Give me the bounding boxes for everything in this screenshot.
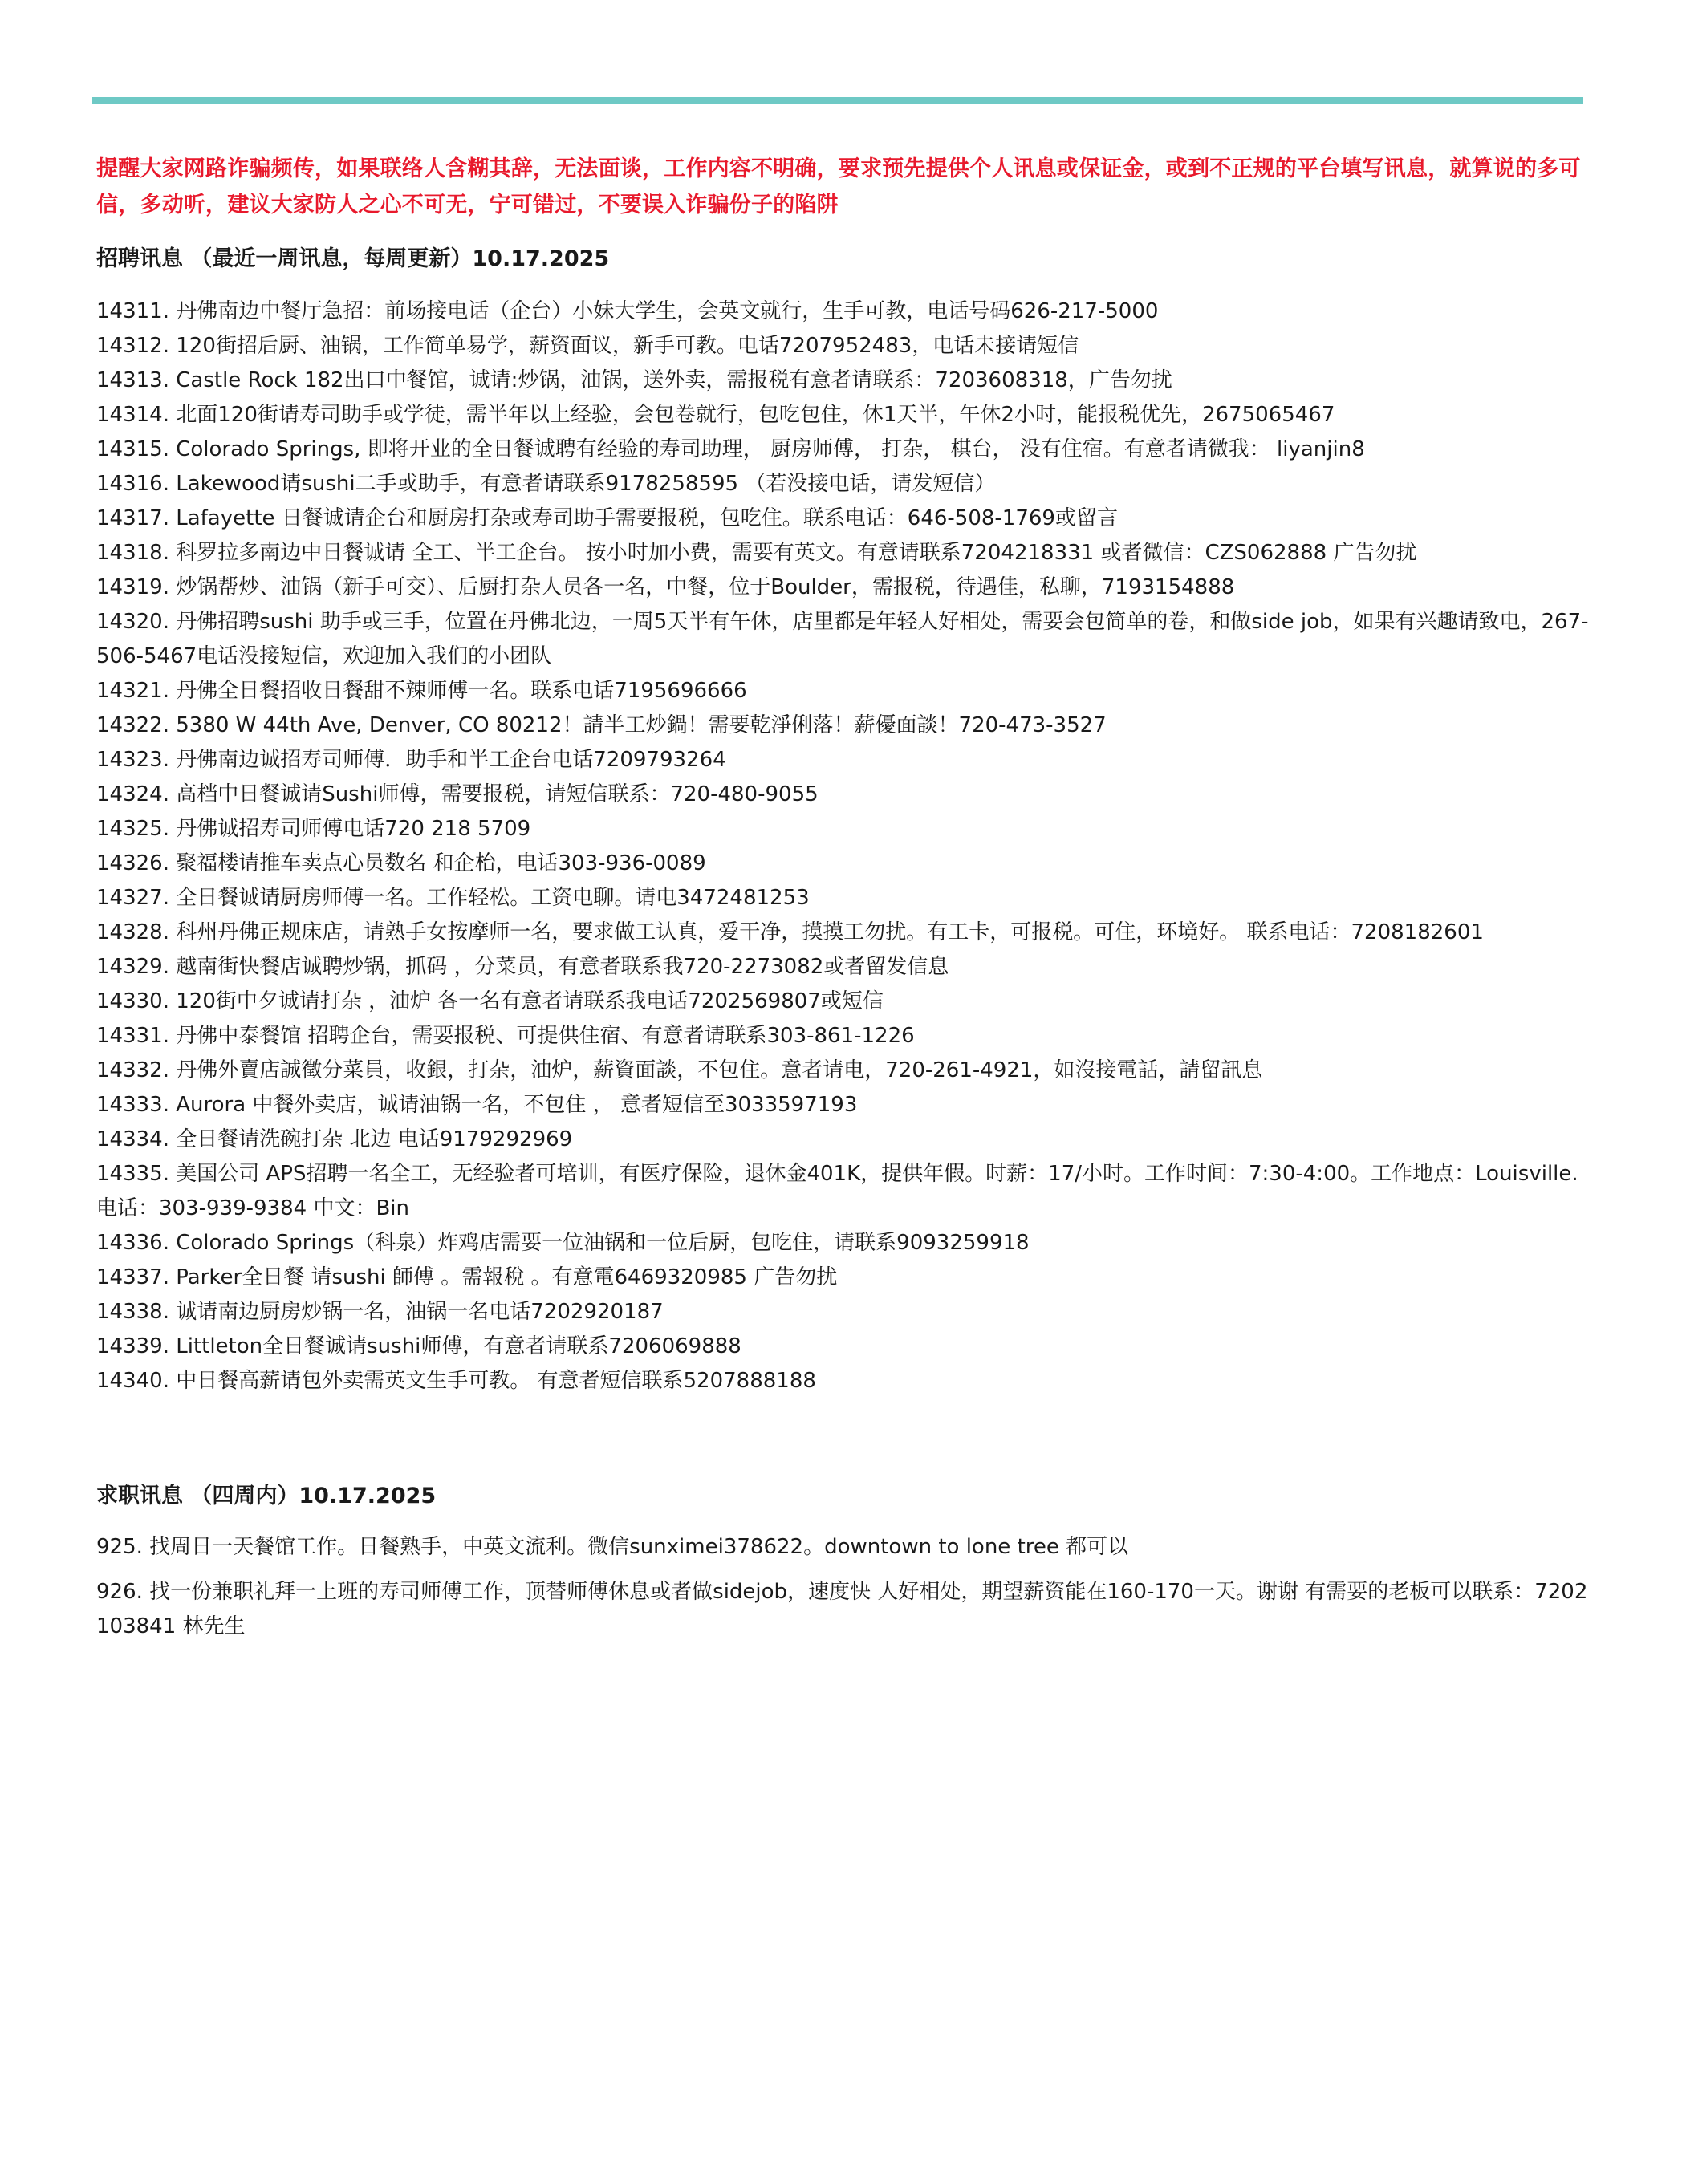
hiring-item: 14334. 全日餐请洗碗打杂 北边 电话9179292969 xyxy=(96,1127,573,1151)
hiring-item: 14340. 中日餐高薪请包外卖需英文生手可教。 有意者短信联系5207888188 xyxy=(96,1369,816,1393)
hiring-item: 14322. 5380 W 44th Ave, Denver, CO 80212！請半工炒鍋！需要乾淨俐落！薪優面談！720-473-3527 xyxy=(96,713,1107,737)
hiring-item: 14339. Littleton全日餐诚请sushi师傅，有意者请联系7206069888 xyxy=(96,1334,741,1358)
hiring-item: 14313. Castle Rock 182出口中餐馆，诚请:炒锅，油锅，送外卖，需报税有意者请联系：7203608318，广告勿扰 xyxy=(96,368,1172,392)
hiring-item: 14316. Lakewood请sushi二手或助手，有意者请联系9178258595 （若没接电话，请发短信） xyxy=(96,472,996,496)
seeking-item: 925. 找周日一天餐馆工作。日餐熟手，中英文流利。微信sunximei378622。downtown to lone tree 都可以 xyxy=(96,1535,1129,1559)
hiring-item: 14311. 丹佛南边中餐厅急招：前场接电话（企台）小妹大学生，会英文就行，生手可教，电话号码626-217-5000 xyxy=(96,299,1159,323)
seeking-heading: 求职讯息 （四周内）10.17.2025 xyxy=(96,1484,437,1508)
hiring-item: 14318. 科罗拉多南边中日餐诚请 全工、半工企台。 按小时加小费，需要有英文。有意请联系7204218331 或者微信：CZS062888 广告勿扰 xyxy=(96,541,1417,565)
hiring-item: 14326. 聚福楼请推车卖点心员数名 和企枱，电话303-936-0089 xyxy=(96,851,706,875)
hiring-list xyxy=(96,294,1589,1398)
hiring-item: 14338. 诚请南边厨房炒锅一名，油锅一名电话7202920187 xyxy=(96,1300,664,1324)
hiring-item: 14325. 丹佛诚招寿司师傅电话720 218 5709 xyxy=(96,817,531,841)
hiring-item: 14320. 丹佛招聘sushi 助手或三手，位置在丹佛北边，一周5天半有午休，店里都是年轻人好相处，需要会包简单的卷，和做side job，如果有兴趣请致电，267-506-5467电话没接短信，欢迎加入我们的小团队 xyxy=(96,610,1589,668)
hiring-item: 14317. Lafayette 日餐诚请企台和厨房打杂或寿司助手需要报税，包吃住。联系电话：646-508-1769或留言 xyxy=(96,506,1118,530)
hiring-item: 14331. 丹佛中泰餐馆 招聘企台，需要报税、可提供住宿、有意者请联系303-861-1226 xyxy=(96,1024,915,1048)
hiring-item: 14335. 美国公司 APS招聘一名全工，无经验者可培训，有医疗保险，退休金401K，提供年假。时薪：17/小时。工作时间：7:30-4:00。工作地点：Louisville.电话：303-939-9384 中文：Bin xyxy=(96,1162,1578,1220)
hiring-item: 14319. 炒锅帮炒、油锅（新手可交）、后厨打杂人员各一名，中餐，位于Boulder，需报税，待遇佳，私聊，7193154888 xyxy=(96,575,1235,599)
hiring-item: 14336. Colorado Springs（科泉）炸鸡店需要一位油锅和一位后厨，包吃住，请联系9093259918 xyxy=(96,1231,1030,1255)
top-divider xyxy=(92,97,1583,104)
seeking-item: 926. 找一份兼职礼拜一上班的寿司师傅工作，顶替师傅休息或者做sidejob，速度快 人好相处，期望薪资能在160-170一天。谢谢 有需要的老板可以联系：7202103841 林先生 xyxy=(96,1580,1588,1638)
hiring-item: 14315. Colorado Springs, 即将开业的全日餐诚聘有经验的寿司助理， 厨房师傅， 打杂， 棋台， 没有住宿。有意者请微我： liyanjin8 xyxy=(96,437,1365,461)
hiring-item: 14312. 120街招后厨、油锅，工作简单易学，薪资面议，新手可教。电话7207952483，电话未接请短信 xyxy=(96,334,1079,358)
seeking-list xyxy=(96,1530,1589,1644)
page-content xyxy=(96,151,1589,1654)
hiring-item: 14327. 全日餐诚请厨房师傅一名。工作轻松。工资电聊。请电3472481253 xyxy=(96,886,810,910)
hiring-item: 14332. 丹佛外賣店誠徵分菜員，收銀，打杂，油炉，薪資面談，不包住。意者请电，720-261-4921，如沒接電話，請留訊息 xyxy=(96,1058,1263,1082)
hiring-item: 14328. 科州丹佛正规床店，请熟手女按摩师一名，要求做工认真，爱干净，摸摸工勿扰。有工卡，可报税。可住，环境好。 联系电话：7208182601 xyxy=(96,920,1484,944)
hiring-item: 14337. Parker全日餐 请sushi 師傅 。需報稅 。有意電6469320985 广告勿扰 xyxy=(96,1265,838,1289)
hiring-item: 14333. Aurora 中餐外卖店，诚请油锅一名，不包住 ， 意者短信至3033597193 xyxy=(96,1093,858,1117)
hiring-item: 14324. 高档中日餐诚请Sushi师傅，需要报税，请短信联系：720-480-9055 xyxy=(96,782,819,806)
hiring-heading: 招聘讯息 （最近一周讯息，每周更新）10.17.2025 xyxy=(96,246,610,271)
hiring-item: 14323. 丹佛南边诚招寿司师傅．助手和半工企台电话7209793264 xyxy=(96,748,726,772)
hiring-item: 14314. 北面120街请寿司助手或学徒，需半年以上经验，会包卷就行，包吃包住，休1天半，午休2小时，能报税优先，2675065467 xyxy=(96,403,1335,427)
hiring-item: 14321. 丹佛全日餐招收日餐甜不辣师傅一名。联系电话7195696666 xyxy=(96,679,747,703)
scam-warning: 提醒大家网路诈骗频传，如果联络人含糊其辞，无法面谈，工作内容不明确，要求预先提供个人讯息或保证金，或到不正规的平台填写讯息，就算说的多可信，多动听，建议大家防人之心不可无，宁可错过，不要误入诈骗份子的陷阱 xyxy=(96,156,1581,217)
hiring-item: 14329. 越南街快餐店诚聘炒锅，抓码 ，分菜员，有意者联系我720-2273082或者留发信息 xyxy=(96,955,949,979)
hiring-item: 14330. 120街中夕诚请打杂 ，油炉 各一名有意者请联系我电话7202569807或短信 xyxy=(96,989,884,1013)
